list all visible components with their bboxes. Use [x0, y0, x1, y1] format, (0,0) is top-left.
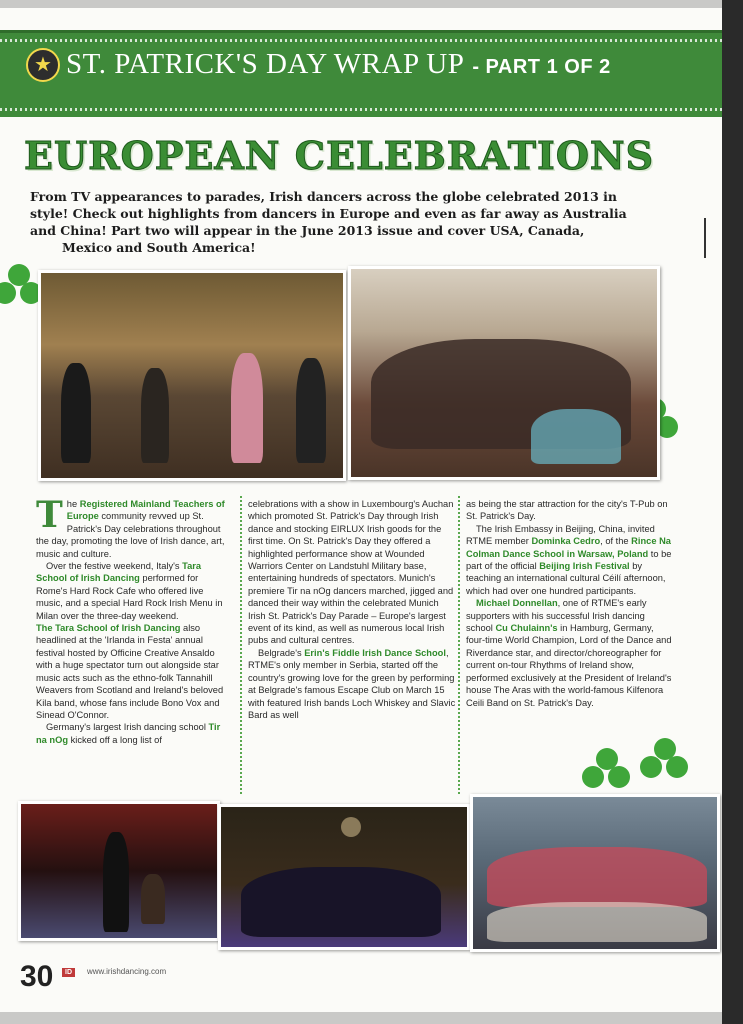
column-divider — [458, 496, 460, 794]
intro-text — [30, 188, 670, 256]
magazine-page — [0, 8, 722, 1012]
intro-line: style! Check out highlights from dancers in Europe and even as far away as Australia — [30, 206, 627, 221]
intro-line: From TV appearances to parades, Irish dancers across the globe celebrated 2013 in — [30, 189, 617, 204]
article-paragraph: Michael Donnellan, one of RTME's early supporters with his successful Irish dancing school Cu Chulainn's in Hamburg, Germany, four-time World Champion, Lord of the Dance and Riverdance star, and director/choreographer for current on-tour Rhythms of Ireland show, performed exclusively at the President of Ireland's house The Aras with the world-famous Kilfenora Ceili Band on St. Patrick's Day. — [466, 598, 672, 708]
shamrock-icon — [640, 738, 690, 788]
article-paragraph: The Tara School of Irish Dancing also headlined at the 'Irlanda in Festa' annual festival hosted by Officine Creative Ansaldo with a huge spectator turn out alongside star music acts such as the ethno-folk Tannahill Weavers from Scotland and Ireland's beloved Kila band, whose fans include Bono Vox and Sinead O'Connor. — [36, 623, 224, 720]
intro-line: and China! Part two will appear in the June 2013 issue and cover USA, Canada, — [30, 223, 585, 238]
group-photo — [348, 266, 660, 480]
article-column-2 — [248, 498, 456, 721]
dance-troupe-photo — [218, 804, 470, 950]
part-label: - PART 1 OF 2 — [472, 56, 611, 78]
star-icon: ★ — [26, 48, 60, 82]
headline: EUROPEAN CELEBRATIONS — [24, 133, 655, 178]
drop-cap: T — [36, 494, 63, 536]
article-paragraph: as being the star attraction for the city's T-Pub on St. Patrick's Day. — [466, 499, 668, 522]
header-dotted-rule-bottom — [0, 108, 722, 111]
section-title-text: ST. PATRICK'S DAY WRAP UP — [66, 48, 465, 80]
binding-mark — [704, 218, 712, 258]
article-paragraph: The Irish Embassy in Beijing, China, invited RTME member Dominka Cedro, of the Rince Na Colman Dance School in Warsaw, Poland to be part of the official Beijing Irish Festival by teaching an international cultural Céilí afternoon, which had over one hundred participants. — [466, 523, 672, 596]
intro-line: Mexico and South America! — [62, 240, 256, 255]
section-title — [66, 48, 611, 81]
article-paragraph: Over the festive weekend, Italy's Tara School of Irish Dancing performed for Rome's Hard Rock Cafe who offered live music, and a special Hard Rock Irish Menu in Milan over the three-day weekend. — [36, 561, 223, 621]
costumed-dancers-photo — [470, 794, 720, 952]
header-dotted-rule-top — [0, 39, 722, 42]
article-column-3 — [466, 498, 672, 709]
stage-performance-photo — [18, 801, 220, 941]
article-paragraph: celebrations with a show in Luxembourg's Auchan which promoted St. Patrick's Day through Irish dance and stocking EIRLUX Irish goods for the first time. On St. Patrick's Day they offered a highlighted performance show at Wounded Warriors Center on Landstuhl Military base, entertaining hundreds of spectators. Munich's premiere Tir na nOg dancers marched, jigged and danced their way within the celebrated Munich Irish St. Patrick's Day Parade – Europe's largest event of its kind, as well as numerous local Irish pubs and cultural centres. — [248, 499, 454, 646]
article-paragraph: The Registered Mainland Teachers of Europe community revved up St. Patrick's Day celebrations throughout the day, promoting the love of Irish dance, art, music and culture. — [36, 494, 225, 559]
dancers-hall-photo — [38, 270, 346, 481]
article-paragraph: Germany's largest Irish dancing school Tir na nOg kicked off a long list of — [36, 722, 221, 745]
magazine-logo: ID — [62, 968, 75, 977]
article-column-1 — [36, 494, 232, 746]
page-number: 30 — [20, 960, 54, 993]
page-edge-shadow — [722, 0, 743, 1024]
shamrock-icon — [582, 748, 632, 798]
article-paragraph: Belgrade's Erin's Fiddle Irish Dance School, RTME's only member in Serbia, started off the country's growing love for the green by performing at Belgrade's famous Escape Club on March 15 with featured Irish bands Loch Whiskey and Slavic Bard as well — [248, 647, 456, 720]
website-url: www.irishdancing.com — [87, 967, 167, 976]
column-divider — [240, 496, 242, 794]
